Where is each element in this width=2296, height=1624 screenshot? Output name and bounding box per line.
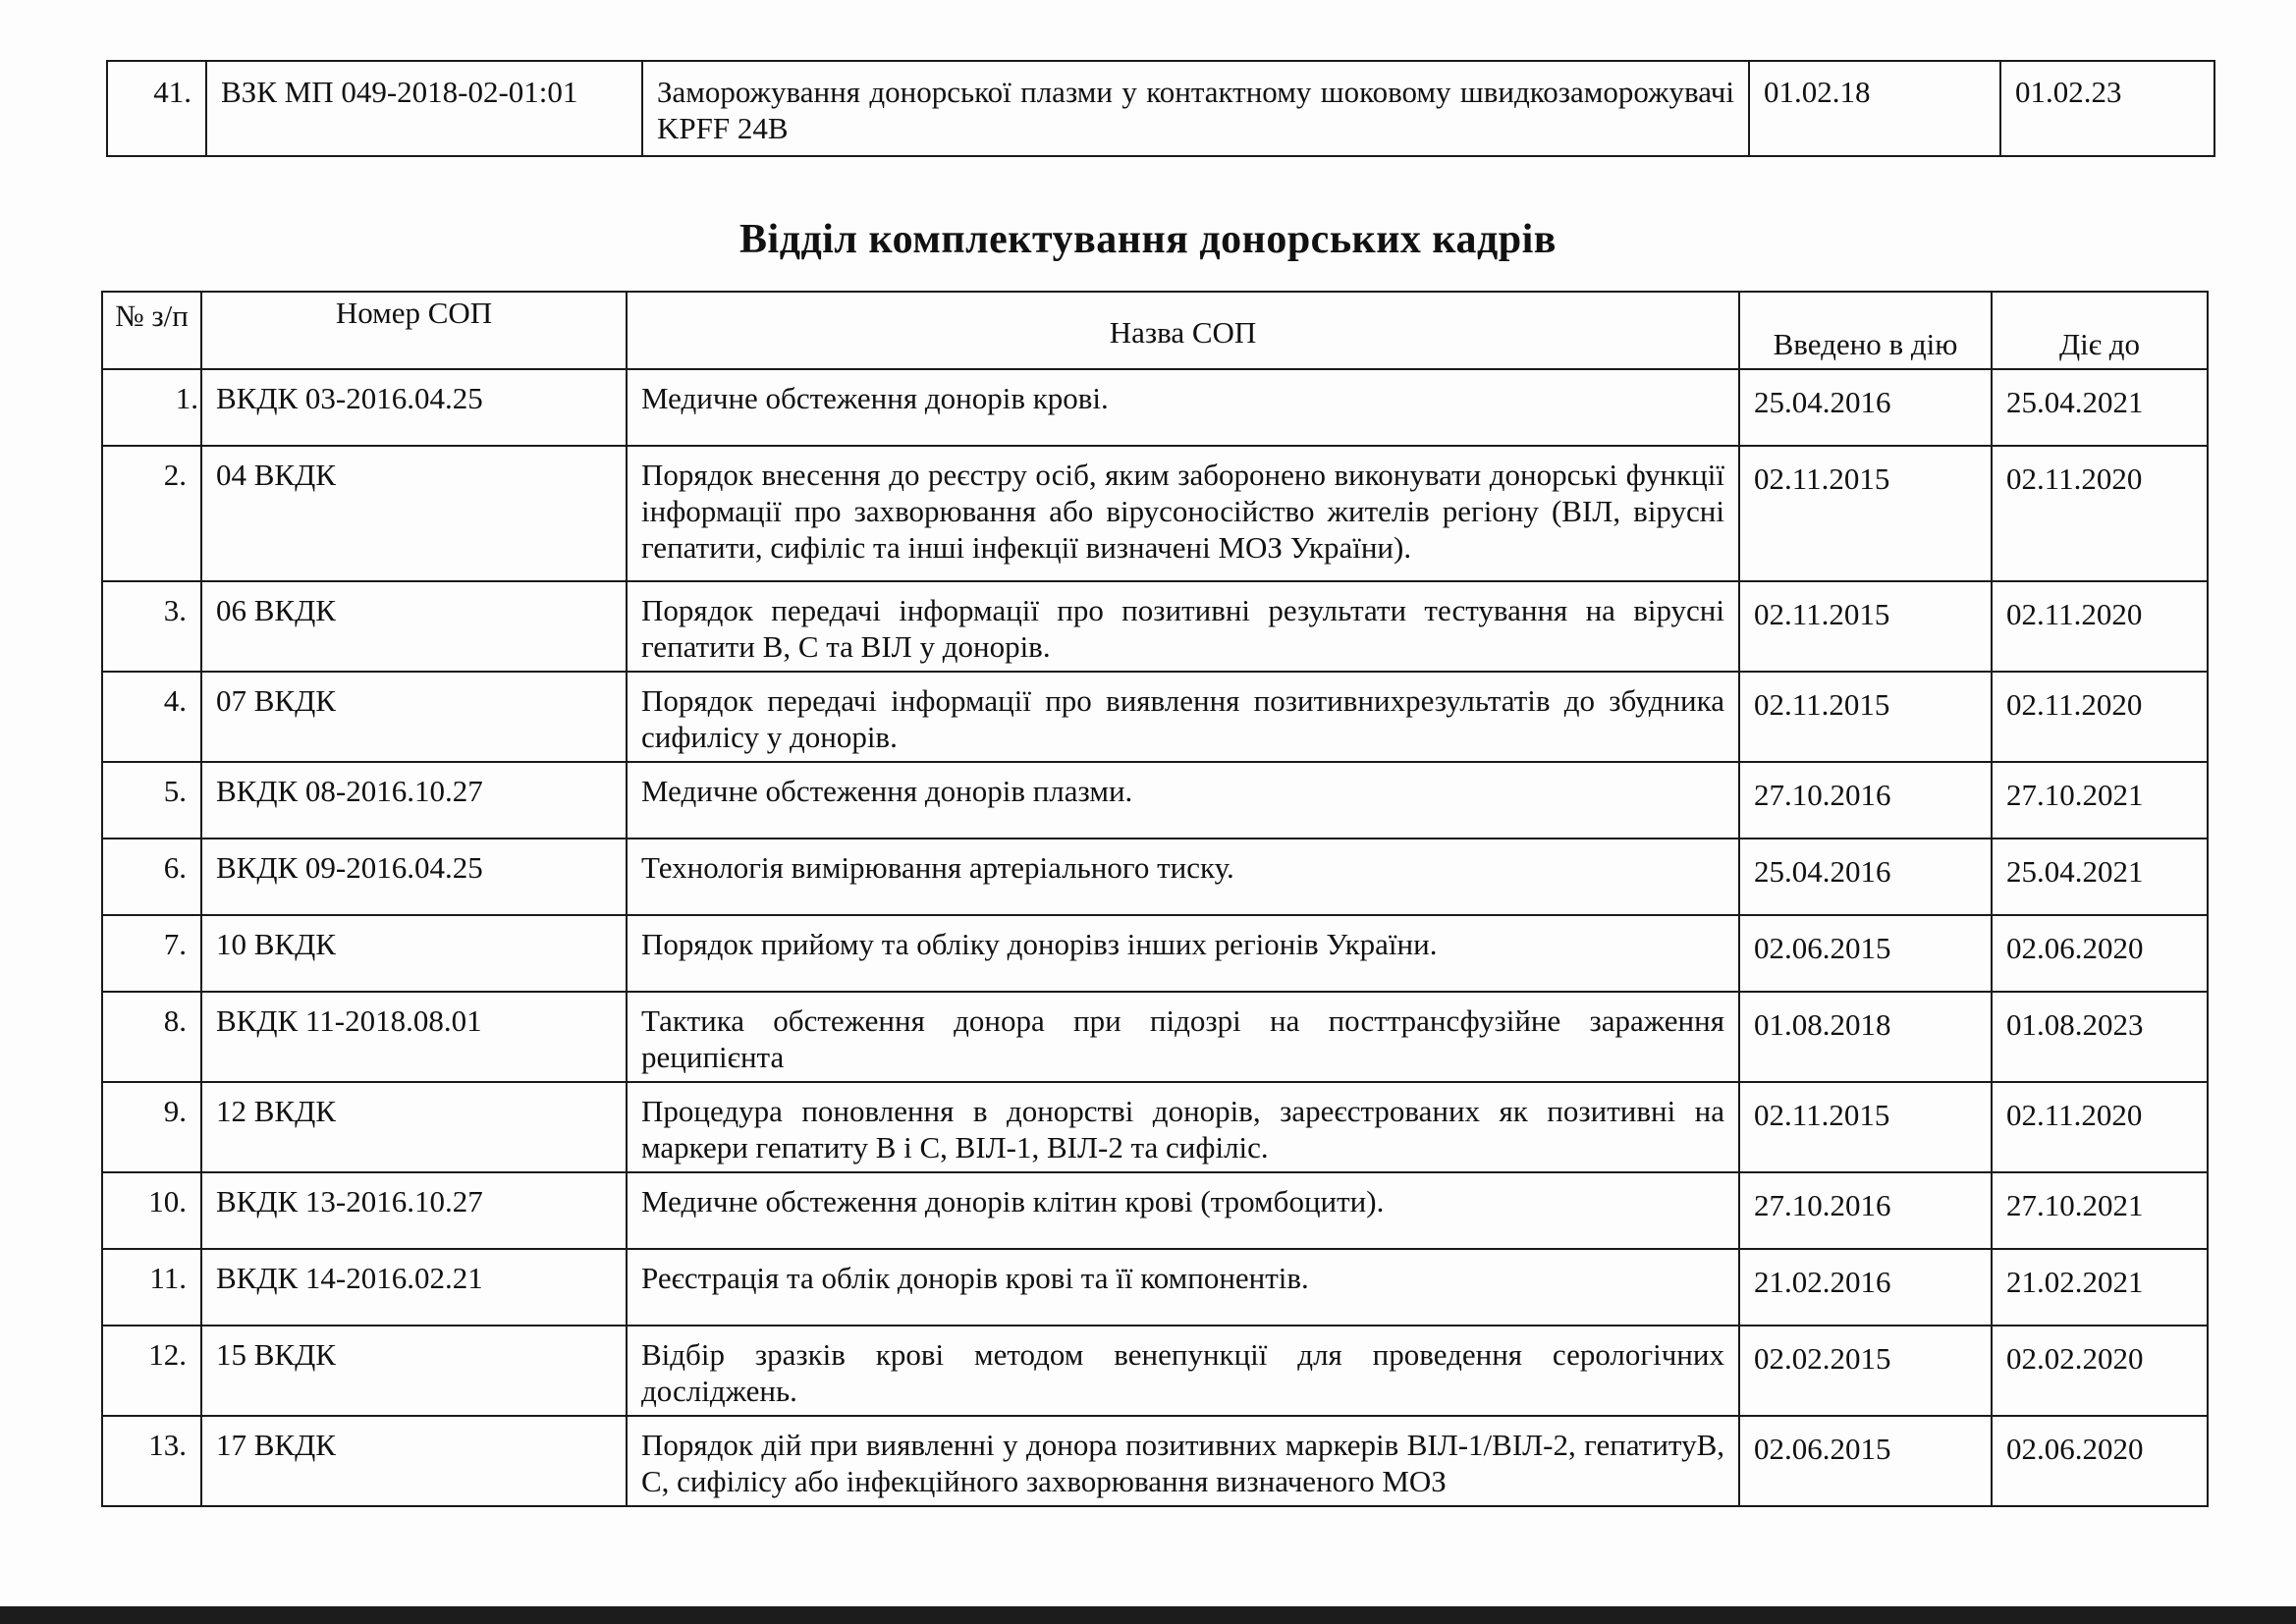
sop-end-date: 02.11.2020 xyxy=(1992,581,2208,672)
sop-start-date: 25.04.2016 xyxy=(1739,839,1992,915)
sop-title xyxy=(627,1416,1739,1506)
sop-code: ВКДК 11-2018.08.01 xyxy=(201,992,627,1082)
sop-end-date: 01.02.23 xyxy=(2000,61,2214,156)
row-number: 4. xyxy=(102,672,201,762)
sop-table xyxy=(101,291,2209,1507)
row-number: 9. xyxy=(102,1082,201,1172)
sop-start-date: 25.04.2016 xyxy=(1739,369,1992,446)
table-row xyxy=(102,762,2208,839)
sop-code: ВКДК 14-2016.02.21 xyxy=(201,1249,627,1326)
sop-code: ВКДК 08-2016.10.27 xyxy=(201,762,627,839)
sop-start-date: 27.10.2016 xyxy=(1739,1172,1992,1249)
sop-end-date: 27.10.2021 xyxy=(1992,1172,2208,1249)
table-row xyxy=(102,1082,2208,1172)
header-title: Назва СОП xyxy=(627,292,1739,369)
sop-end-date: 02.02.2020 xyxy=(1992,1326,2208,1416)
row-number: 1. xyxy=(102,369,201,446)
row-number: 5. xyxy=(102,762,201,839)
scan-edge-band xyxy=(0,1606,2296,1624)
sop-title: Тактика обстеження донора при підозрі на посттрансфузійне зараження реципієнта xyxy=(627,992,1739,1082)
sop-code: 06 ВКДК xyxy=(201,581,627,672)
sop-code: 12 ВКДК xyxy=(201,1082,627,1172)
sop-title-text: Порядок дій при виявленні у донора позитивних маркерів ВІЛ-1/ВІЛ-2, гепатитуВ, С, сифілісу або інфекційного захворювання визначеного МОЗ xyxy=(641,1428,1724,1498)
header-end-date: Діє до xyxy=(1992,292,2208,369)
sop-title: Порядок прийому та обліку донорівз інших регіонів України. xyxy=(627,915,1739,992)
sop-title: Медичне обстеження донорів клітин крові (тромбоцити). xyxy=(627,1172,1739,1249)
row-number: 7. xyxy=(102,915,201,992)
header-start-date: Введено в дію xyxy=(1739,292,1992,369)
row-number: 41. xyxy=(107,61,206,156)
row-number: 3. xyxy=(102,581,201,672)
row-number: 6. xyxy=(102,839,201,915)
sop-start-date: 02.06.2015 xyxy=(1739,915,1992,992)
row-number: 11. xyxy=(102,1249,201,1326)
sop-code: 15 ВКДК xyxy=(201,1326,627,1416)
sop-title: Медичне обстеження донорів крові. xyxy=(627,369,1739,446)
table-row xyxy=(102,915,2208,992)
table-row xyxy=(102,672,2208,762)
sop-code: 17 ВКДК xyxy=(201,1416,627,1506)
table-row xyxy=(102,581,2208,672)
row-number: 2. xyxy=(102,446,201,581)
sop-start-date: 02.11.2015 xyxy=(1739,672,1992,762)
sop-start-date: 27.10.2016 xyxy=(1739,762,1992,839)
sop-code: 10 ВКДК xyxy=(201,915,627,992)
sop-start-date: 01.02.18 xyxy=(1749,61,2000,156)
sop-end-date: 02.11.2020 xyxy=(1992,672,2208,762)
table-row xyxy=(102,1172,2208,1249)
header-number: № з/п xyxy=(102,292,201,369)
sop-end-date: 02.06.2020 xyxy=(1992,915,2208,992)
row-number: 8. xyxy=(102,992,201,1082)
sop-code: ВКДК 13-2016.10.27 xyxy=(201,1172,627,1249)
sop-code: ВКДК 09-2016.04.25 xyxy=(201,839,627,915)
table-row xyxy=(102,446,2208,581)
table-row xyxy=(102,1416,2208,1506)
row-number: 10. xyxy=(102,1172,201,1249)
table-row xyxy=(102,369,2208,446)
table-row xyxy=(102,1326,2208,1416)
sop-title: Порядок внесення до реєстру осіб, яким заборонено виконувати донорські функції інформації про захворювання або вірусоносійство жителів регіону (ВІЛ, вірусні гепатити, сифіліс та інші інфекції визначені МОЗ України). xyxy=(627,446,1739,581)
sop-start-date: 01.08.2018 xyxy=(1739,992,1992,1082)
sop-title: Медичне обстеження донорів плазми. xyxy=(627,762,1739,839)
sop-start-date: 02.11.2015 xyxy=(1739,446,1992,581)
table-row xyxy=(107,61,2214,156)
sop-code: 04 ВКДК xyxy=(201,446,627,581)
sop-title: Технологія вимірювання артеріального тиску. xyxy=(627,839,1739,915)
sop-end-date: 25.04.2021 xyxy=(1992,839,2208,915)
sop-end-date: 25.04.2021 xyxy=(1992,369,2208,446)
sop-title: Процедура поновлення в донорстві донорів, зареєстрованих як позитивні на маркери гепатиту В і С, ВІЛ-1, ВІЛ-2 та сифіліс. xyxy=(627,1082,1739,1172)
sop-start-date: 02.11.2015 xyxy=(1739,581,1992,672)
header-code: Номер СОП xyxy=(201,292,627,369)
table-row xyxy=(102,839,2208,915)
table-row xyxy=(102,1249,2208,1326)
table-row xyxy=(102,992,2208,1082)
sop-end-date: 21.02.2021 xyxy=(1992,1249,2208,1326)
sop-end-date: 01.08.2023 xyxy=(1992,992,2208,1082)
row-number: 13. xyxy=(102,1416,201,1506)
sop-end-date: 02.11.2020 xyxy=(1992,1082,2208,1172)
sop-start-date: 21.02.2016 xyxy=(1739,1249,1992,1326)
sop-title: Порядок передачі інформації про позитивні результати тестування на вірусні гепатити В, С та ВІЛ у донорів. xyxy=(627,581,1739,672)
sop-start-date: 02.11.2015 xyxy=(1739,1082,1992,1172)
sop-title: Порядок передачі інформації про виявлення позитивнихрезультатів до збудника сифилісу у донорів. xyxy=(627,672,1739,762)
sop-title: Заморожування донорської плазми у контактному шоковому швидкозаморожувачі KPFF 24B xyxy=(642,61,1749,156)
sop-title: Реєстрація та облік донорів крові та її компонентів. xyxy=(627,1249,1739,1326)
sop-title: Відбір зразків крові методом венепункції для проведення серологічних досліджень. xyxy=(627,1326,1739,1416)
sop-start-date: 02.02.2015 xyxy=(1739,1326,1992,1416)
sop-end-date: 02.11.2020 xyxy=(1992,446,2208,581)
sop-code: ВЗК МП 049-2018-02-01:01 xyxy=(206,61,642,156)
sop-code: ВКДК 03-2016.04.25 xyxy=(201,369,627,446)
sop-end-date: 02.06.2020 xyxy=(1992,1416,2208,1506)
section-title: Відділ комплектування донорських кадрів xyxy=(739,217,1557,262)
previous-sop-table xyxy=(106,60,2215,157)
sop-code: 07 ВКДК xyxy=(201,672,627,762)
sop-end-date: 27.10.2021 xyxy=(1992,762,2208,839)
row-number: 12. xyxy=(102,1326,201,1416)
sop-start-date: 02.06.2015 xyxy=(1739,1416,1992,1506)
table-header-row xyxy=(102,292,2208,369)
